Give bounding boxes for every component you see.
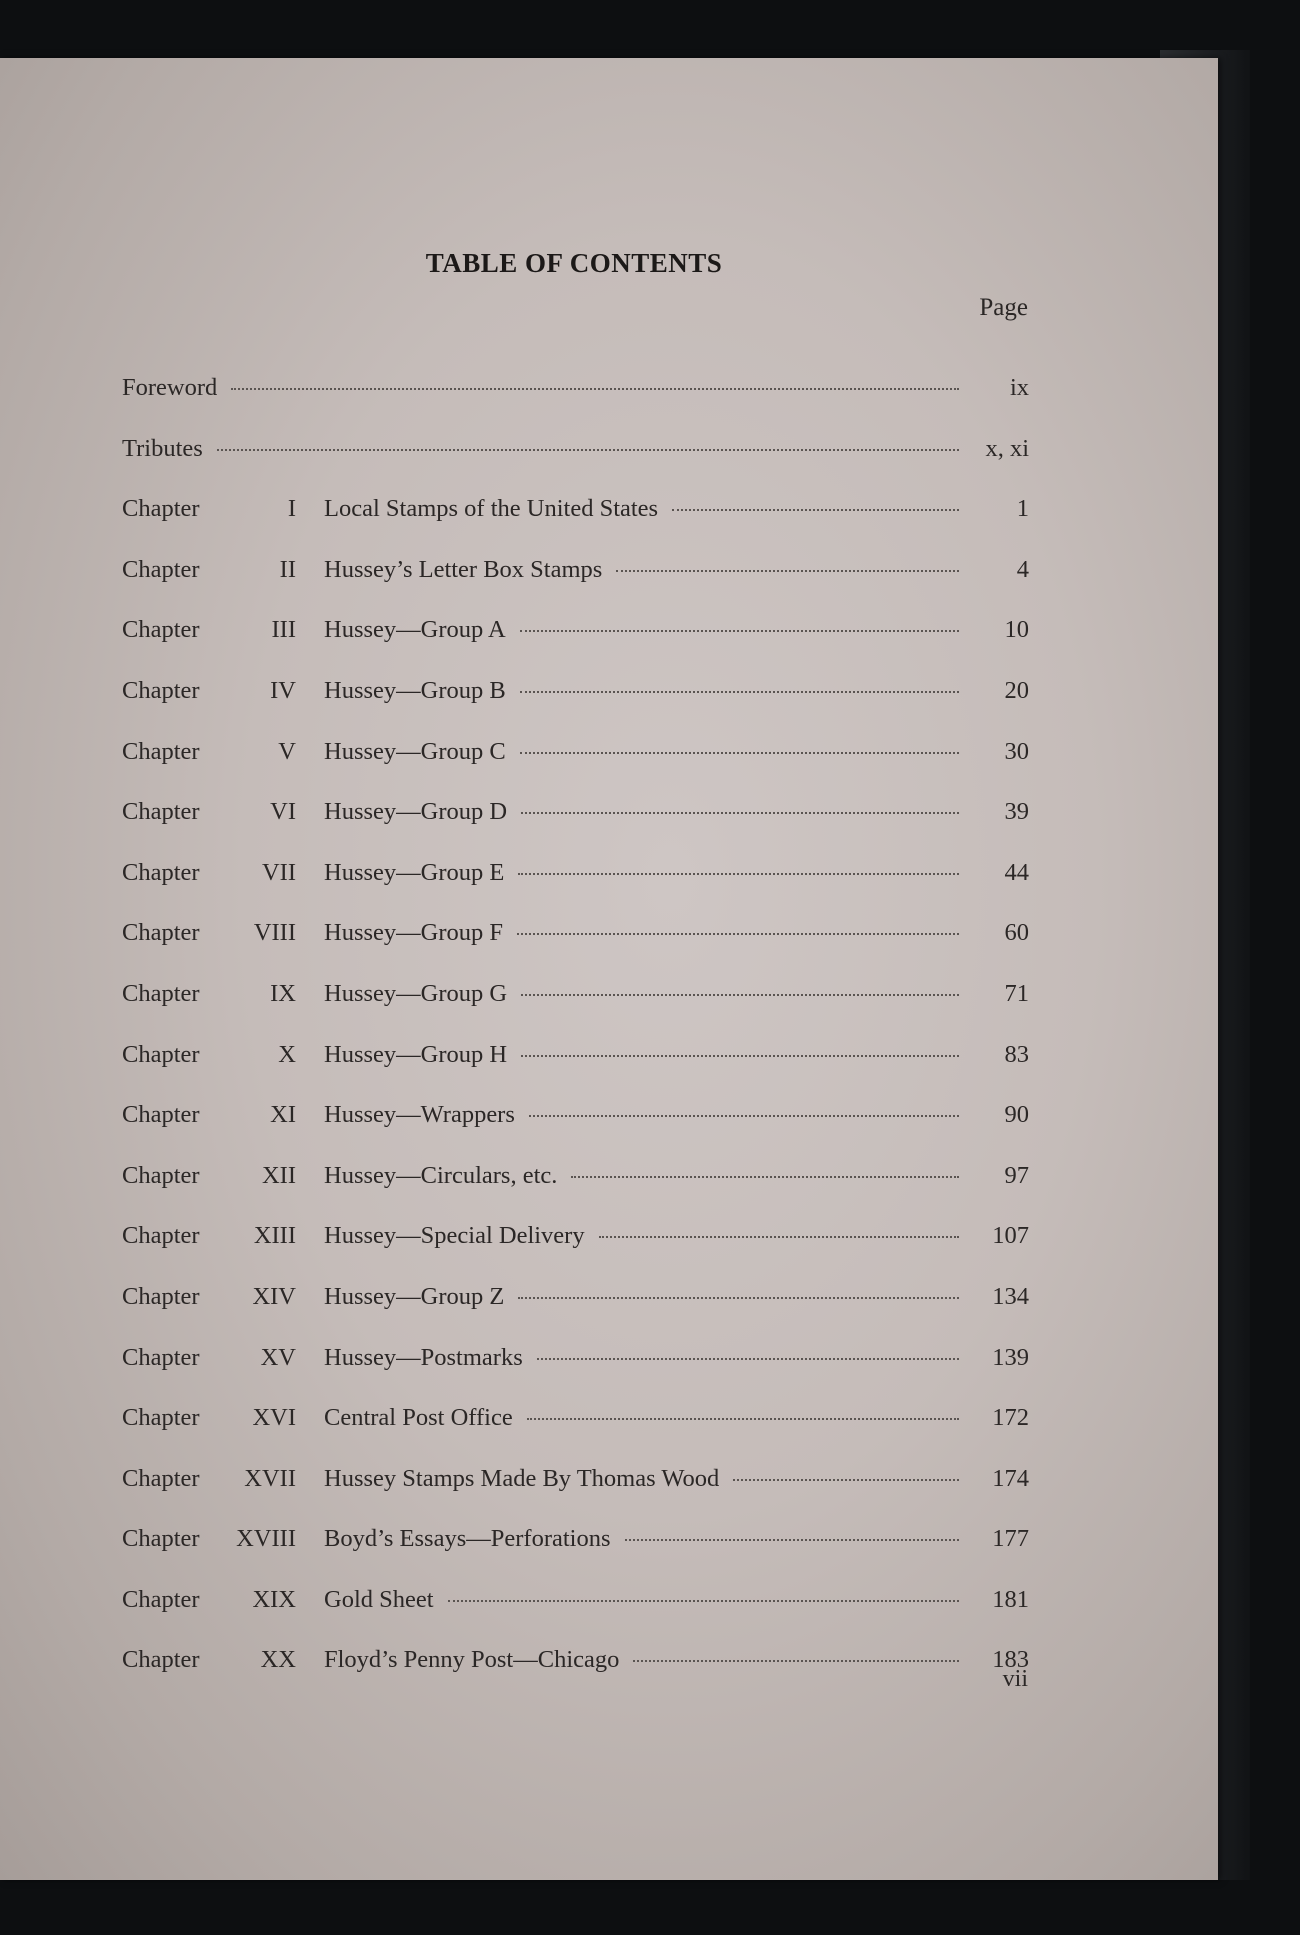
chapter-page: 174: [992, 1464, 1029, 1492]
chapter-number: XVIII: [236, 1525, 296, 1553]
toc-entry-chapter: [122, 1404, 1029, 1465]
dot-leader: [448, 1600, 959, 1602]
chapter-number: XV: [260, 1343, 296, 1371]
toc-entry-chapter: [122, 980, 1029, 1041]
chapter-page: 107: [992, 1222, 1029, 1250]
chapter-number: XI: [270, 1101, 296, 1129]
toc-entry-chapter: [122, 616, 1029, 677]
toc-entry-chapter: [122, 1283, 1029, 1344]
toc-entry-chapter: [122, 738, 1029, 799]
dot-leader: [521, 1055, 959, 1057]
toc-entry-chapter: [122, 1041, 1029, 1102]
dot-leader: [518, 1297, 959, 1299]
page-number: vii: [1002, 1666, 1028, 1692]
entry-page: ix: [1009, 374, 1029, 401]
toc-entry-chapter: [122, 1646, 1029, 1707]
toc-entry-chapter: [122, 1525, 1029, 1586]
entry-title: Foreword: [122, 374, 218, 401]
chapter-title: Gold Sheet: [324, 1585, 434, 1613]
chapter-number: XVI: [252, 1404, 296, 1432]
toc-entry-chapter: [122, 1162, 1029, 1223]
toc-entry-chapter: [122, 798, 1029, 859]
chapter-title: Hussey—Group D: [324, 798, 508, 826]
chapter-page: 177: [992, 1525, 1029, 1553]
chapter-title: Hussey—Group G: [324, 979, 508, 1007]
chapter-label: Chapter: [122, 1585, 200, 1613]
chapter-page: 60: [1004, 919, 1029, 947]
chapter-number: XII: [261, 1161, 296, 1189]
dot-leader: [517, 933, 959, 935]
chapter-label: Chapter: [122, 798, 200, 826]
chapter-number: VI: [270, 798, 296, 826]
chapter-label: Chapter: [122, 1464, 200, 1492]
chapter-title: Hussey—Group A: [324, 616, 506, 644]
chapter-number: VIII: [253, 919, 296, 947]
chapter-page: 90: [1004, 1101, 1029, 1129]
toc-entry-chapter: [122, 556, 1029, 617]
chapter-title: Hussey—Group E: [324, 858, 505, 886]
chapter-title: Hussey—Group H: [324, 1040, 508, 1068]
chapter-label: Chapter: [122, 919, 200, 947]
chapter-label: Chapter: [122, 1343, 200, 1371]
chapter-page: 10: [1004, 616, 1029, 644]
chapter-number: IV: [270, 676, 296, 704]
table-of-contents: [122, 374, 1029, 1707]
dot-leader: [217, 449, 959, 451]
chapter-number: XIII: [253, 1222, 296, 1250]
chapter-label: Chapter: [122, 616, 200, 644]
chapter-title: Hussey—Group B: [324, 676, 506, 704]
chapter-title: Boyd’s Essays—Perforations: [324, 1525, 611, 1553]
chapter-label: Chapter: [122, 858, 200, 886]
chapter-number: V: [278, 737, 296, 765]
toc-entry-chapter: [122, 1222, 1029, 1283]
dot-leader: [520, 691, 959, 693]
chapter-page: 44: [1004, 858, 1029, 886]
chapter-label: Chapter: [122, 1101, 200, 1129]
chapter-label: Chapter: [122, 495, 200, 523]
chapter-number: XIX: [252, 1585, 296, 1613]
chapter-number: XIV: [252, 1282, 296, 1310]
chapter-title: Floyd’s Penny Post—Chicago: [324, 1646, 620, 1674]
toc-entry-chapter: [122, 919, 1029, 980]
chapter-page: 30: [1004, 737, 1029, 765]
dot-leader: [599, 1236, 959, 1238]
chapter-label: Chapter: [122, 979, 200, 1007]
chapter-label: Chapter: [122, 737, 200, 765]
dot-leader: [616, 570, 959, 572]
chapter-label: Chapter: [122, 1404, 200, 1432]
chapter-number: III: [271, 616, 296, 644]
toc-entry-chapter: [122, 1465, 1029, 1526]
chapter-page: 83: [1004, 1040, 1029, 1068]
dot-leader: [520, 630, 959, 632]
toc-entry-chapter: [122, 1101, 1029, 1162]
chapter-title: Hussey—Group Z: [324, 1282, 505, 1310]
chapter-page: 1: [1016, 495, 1029, 523]
dot-leader: [521, 994, 959, 996]
dot-leader: [521, 812, 959, 814]
chapter-title: Hussey—Wrappers: [324, 1101, 515, 1129]
chapter-list: [122, 495, 1029, 1707]
chapter-title: Hussey—Group C: [324, 737, 506, 765]
chapter-number: X: [278, 1040, 296, 1068]
chapter-page: 134: [992, 1282, 1029, 1310]
chapter-label: Chapter: [122, 1161, 200, 1189]
chapter-page: 183: [992, 1646, 1029, 1674]
page-column-label: Page: [979, 294, 1028, 321]
chapter-title: Hussey—Special Delivery: [324, 1222, 585, 1250]
chapter-page: 97: [1004, 1161, 1029, 1189]
chapter-page: 20: [1004, 676, 1029, 704]
dot-leader: [529, 1115, 959, 1117]
chapter-title: Hussey’s Letter Box Stamps: [324, 555, 603, 583]
chapter-title: Local Stamps of the United States: [324, 495, 659, 523]
dot-leader: [633, 1660, 959, 1662]
entry-page: x, xi: [985, 434, 1029, 462]
dot-leader: [537, 1358, 959, 1360]
chapter-label: Chapter: [122, 1222, 200, 1250]
chapter-label: Chapter: [122, 1040, 200, 1068]
chapter-title: Hussey—Group F: [324, 919, 503, 947]
chapter-label: Chapter: [122, 1282, 200, 1310]
toc-entry-chapter: [122, 495, 1029, 556]
chapter-number: XX: [260, 1646, 296, 1674]
chapter-number: II: [279, 555, 296, 583]
chapter-page: 172: [992, 1404, 1029, 1432]
dot-leader: [520, 752, 959, 754]
chapter-number: I: [287, 495, 296, 523]
chapter-page: 4: [1016, 555, 1029, 583]
dot-leader: [527, 1418, 959, 1420]
chapter-label: Chapter: [122, 1646, 200, 1674]
chapter-title: Hussey—Circulars, etc.: [324, 1161, 558, 1189]
chapter-label: Chapter: [122, 555, 200, 583]
chapter-page: 71: [1004, 979, 1029, 1007]
chapter-label: Chapter: [122, 676, 200, 704]
chapter-page: 39: [1004, 798, 1029, 826]
dot-leader: [733, 1479, 959, 1481]
chapter-title: Central Post Office: [324, 1404, 513, 1432]
dot-leader: [231, 388, 959, 390]
page-title: TABLE OF CONTENTS: [425, 248, 723, 278]
chapter-number: IX: [270, 979, 296, 1007]
dot-leader: [625, 1539, 960, 1541]
dot-leader: [571, 1176, 959, 1178]
toc-entry-chapter: [122, 1344, 1029, 1405]
toc-entry-tributes: [122, 435, 1029, 496]
chapter-page: 181: [992, 1585, 1029, 1613]
dot-leader: [672, 509, 959, 511]
chapter-title: Hussey—Postmarks: [324, 1343, 523, 1371]
chapter-number: XVII: [244, 1464, 296, 1492]
chapter-title: Hussey Stamps Made By Thomas Wood: [324, 1464, 720, 1492]
chapter-number: VII: [261, 858, 296, 886]
book-page: [0, 58, 1218, 1880]
toc-entry-chapter: [122, 677, 1029, 738]
chapter-label: Chapter: [122, 1525, 200, 1553]
chapter-page: 139: [992, 1343, 1029, 1371]
dot-leader: [518, 873, 959, 875]
entry-title: Tributes: [122, 434, 203, 462]
toc-entry-foreword: [122, 374, 1029, 435]
toc-entry-chapter: [122, 1586, 1029, 1647]
toc-entry-chapter: [122, 859, 1029, 920]
